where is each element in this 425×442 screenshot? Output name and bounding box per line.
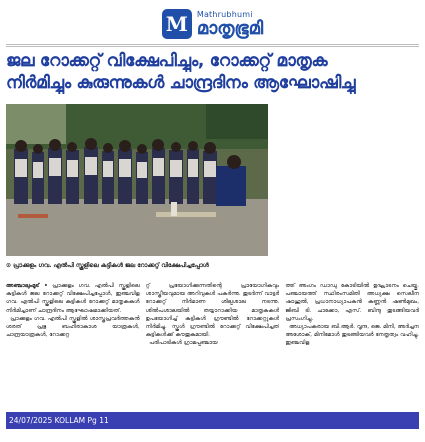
brand-english: Mathrubhumi [196,9,253,19]
brand-malayalam: മാതൃഭൂമി [196,17,264,39]
headline-line-2: നിർമിച്ചും കുരുന്നുകൾ ചാന്ദ്രദിനം ആഘോഷിച്ചു [6,73,356,93]
masthead-divider [6,44,419,45]
article-column-2 [146,282,280,410]
masthead-logo-icon [162,9,192,39]
masthead [0,6,425,42]
headline-line-1: ജല റോക്കറ്റ് വിക്ഷേപിച്ചും, റോക്കറ്റ് മാതൃക [6,51,328,71]
masthead-divider-2 [6,46,419,47]
article-column-3 [285,282,419,410]
article-column-1 [6,282,140,410]
photo-illustration [6,104,268,256]
col2-paragraph-1: റ്റ് പ്രയോഗിക്കുന്നതിന്റെ പ്രായോഗികവും ശാസ്ത്രീയവുമായ അറിവുകൾ പകർന്നു. തുടർന്ന് വാട്ടർ റോക്കറ്റ് നിർമാണ ശില്പശാല നടന്നു. ശിൽപശാലയിൽ തയ്യാറാക്കിയ മാതൃകകൾ ഉപയോഗിച്ച് കുട്ടികൾ ഗ്രൗണ്ടിൽ റോക്കറ്റുകൾ നിർമിച്ചു. സ്കൂൾ ഗ്രൗണ്ടിൽ റോക്കറ്റ് വിക്ഷേപിച്ചത് കുട്ടികൾക്ക് കൗതുകമായി. [145,283,280,339]
col2-paragraph-2: പരിപാടികൾ ഗ്രാമപ്പഞ്ചായ [149,340,218,347]
article-dateline: അഞ്ചാലുംമൂട് • [6,283,48,289]
article-headline [6,50,419,94]
logo-letter: M [165,12,188,36]
col3-paragraph-1: ത്ത് അംഗം ഡാഡു കോടിയിൽ ഉദ്ഘാടനം ചെയ്തു. പഞ്ചായത്ത് സ്ഥിരംസമിതി അധ്യക്ഷ സെലീന ഷാഹുൽ, പ്രധാനാധ്യാപകൻ കണ്ണൻ ഷൺമുഖം, ജിബി ടി. ചാക്കോ, എസ്. ബിന്ദു തുടങ്ങിയവർ പ്രസംഗിച്ചു. [285,283,420,322]
col1-paragraph-1: പ്രാക്കുളം ഗവ. എൽപി സ്കൂളിലെ കുട്ടികൾ ജല റോക്കറ്റ് വിക്ഷേപിച്ചപ്പോൾ, ഇഞ്ചവിള ഗവ. എൽപി സ്കൂളിലെ കുട്ടികൾ റോക്കറ്റ് മാതൃകകൾ നിർമിച്ചാണ് ചാന്ദ്രദിനം ആഘോഷമാക്കിയത്. [6,283,140,314]
photo-caption: ⊙ പ്രാക്കുളം ഗവ. എൽപി സ്കൂളിലെ കുട്ടികൾ ജല റോക്കറ്റ് വിക്ഷേപിച്ചപ്പോൾ [6,262,209,269]
page-footer: 24/07/2025 KOLLAM Pg 11 [6,412,419,429]
col1-paragraph-2: പ്രാക്കുളം ഗവ. എൽപി സ്കൂളിൽ ശാസ്ത്രപ്രവർത്തകൻ ശരത് പ്രഭു ബഹിരാകാശ യാത്രകൾ, ചാന്ദ്രയാത്രകൾ, റോക്കറ്റ [6,315,140,339]
col3-paragraph-2: അധ്യാപകരായ ബി.ആർ. വൃന്ദ, ജെ. മിനി, അർച്ചന അശോക്, മിനിമോൾ തുടങ്ങിയവർ നേതൃത്വം വഹിച്ചു. ഇഞ്ചവിള [285,324,420,347]
article-body [6,282,419,410]
article-photo [6,104,268,256]
masthead-wordmark [197,11,263,38]
